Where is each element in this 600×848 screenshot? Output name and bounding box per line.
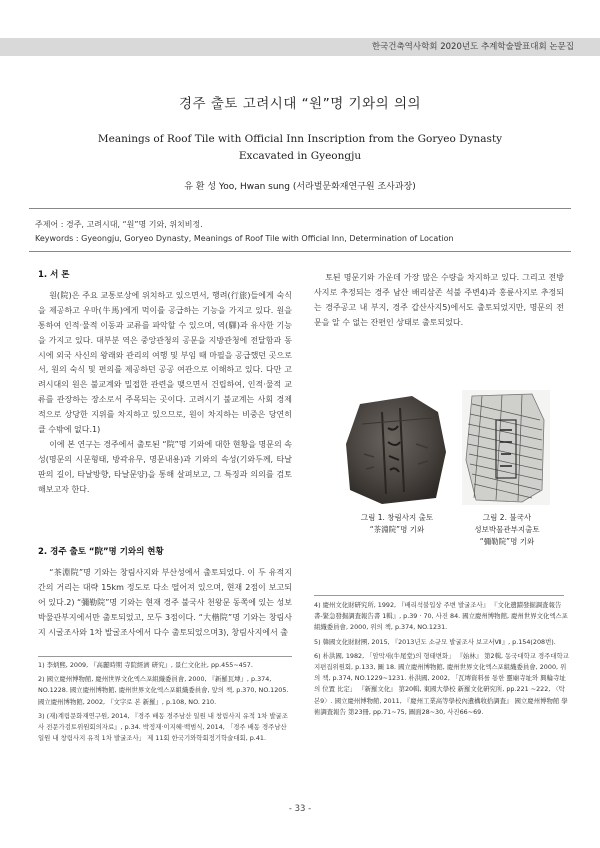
figure-1-caption-line2: “茶淵院”명 기와 — [369, 525, 425, 534]
footnote-1: 1) 李炳熙, 2009, 『高麗時期 寺院經濟 硏究』, 景仁文化社, pp.455~457. — [38, 661, 253, 669]
figure-2-caption-line3: “彌勒院”명 기와 — [479, 537, 535, 546]
footnote-2: 2) 國立慶州博物館, 慶州世界文化엑스포組織委員會, 2000, 『新羅瓦塼』, p.374, NO.1228. 國立慶州博物館, 慶州世界文化엑스포組織委員會, 앞의 책, p.370, NO.1205. 國立慶州博物館, 2002, 『文字로 본 新羅』, p.108, NO. 210. — [38, 675, 289, 706]
figure-2-caption — [452, 512, 562, 548]
footnotes-left — [38, 660, 294, 747]
keywords-top-rule — [29, 208, 571, 209]
keywords-bottom-rule — [29, 251, 571, 252]
intro-paragraph-1: 원(院)은 주요 교통로상에 위치하고 있으면서, 행려(行旅)들에게 숙식을 제공하고 우마(牛馬)에게 먹이를 공급하는 기능을 가지고 있다. 원을 통하여 인적·물적 이동과 교류를 파악할 수 있으며, 역(驛)과 유사한 기능을 가지고 있다. 대부분 역은 중앙관청의 공문을 지방관청에 전달함과 동시에 외국 사신의 왕래와 관리의 여행 및 부임 때 마필을 공급했던 곳으로서, 원의 숙식 및 편의를 제공하던 공공 여관으로 이해하고 있다. 다만 고려시대의 원은 불교계와 밀접한 관련을 맺으면서 건립하여, 인적·물적 교류를 관장하는 장소로서 주목되는 곳이다. 고려시기 불교계는 사회 경제적으로 상당한 지위를 차지하고 있으므로, 원이 차지하는 비중은 당연히 클 수밖에 없다.1) — [38, 290, 292, 435]
right-column — [314, 271, 564, 331]
english-title-line2: Excavated in Gyeongju — [238, 150, 362, 162]
paper-title-english — [0, 131, 600, 165]
figure-1-roof-tile-photo — [342, 394, 450, 506]
intro-paragraph-2: 이에 본 연구는 경주에서 출토된 “院”명 기와에 대한 현황을 명문의 속성(명문의 시문형태, 방곽유무, 명문내용)과 기와의 속성(기와두께, 타날판의 길이, 타날방향, 타날문양)을 통해 살펴보고, 그 특징과 의의를 검토해보고자 한다. — [38, 439, 292, 494]
intro-heading: 1. 서 론 — [38, 270, 70, 280]
figure-2-rubbing-image — [462, 390, 550, 505]
footnote-3: 3) (재)계림문화재연구원, 2014, 『경주 배동 경주남산 일원 내 창림사지 유적 1차 발굴조사 전문가검토위원회의자료』, p.34. 박정재·이지혜·백범식, 2014, 「경주 배동 경주남산 일원 내 창림사지 유적 1차 발굴조사」 제 11회 한국기와학회정기학술대회, p.41. — [38, 711, 288, 743]
figure-1-caption-line1: 그림 1. 창림사지 출토 — [360, 513, 434, 522]
footnote-4: 4) 慶州文化財硏究所, 1992, 『배리석불입상 주변 발굴조사』 『文化遺蹟發掘調査報告書-緊急發掘調査報告書 1輯』, p.39 · 70, 사진 84. 國立慶州博物館, 慶州世界文化엑스포組織委員會, 2000, 위의 책, p.374, NO.1231. — [314, 601, 568, 632]
figure-2-caption-line1: 그림 2. 불국사 — [482, 513, 532, 522]
journal-header: 한국건축역사학회 2020년도 추계학술발표대회 논문집 — [371, 42, 574, 52]
author-line: 유 환 성 Yoo, Hwan sung (서라벌문화재연구원 조사과장) — [184, 182, 416, 192]
page-number: - 33 - — [288, 804, 312, 814]
paper-title-korean: 경주 출토 고려시대 “원”명 기와의 의의 — [178, 96, 422, 112]
keywords-korean: 주제어 : 경주, 고려시대, “원”명 기와, 위치비정. — [35, 220, 203, 229]
figure-1-caption — [322, 512, 472, 536]
footnote-rule-left — [38, 656, 292, 657]
right-paragraph-1: 토된 명문기와 가운데 가장 많은 수량을 차지하고 있다. 그리고 전방사지로 추정되는 경주 남산 배리삼존 석불 주변4)과 홍륜사지로 추정되는 경주공고 내 부지, 경주 갑산사지5)에서도 출토되었지만, 명문의 전문을 알 수 없는 잔편인 상태로 출토되었다. — [314, 273, 564, 327]
footnotes-right — [314, 600, 570, 721]
keywords-english: Keywords : Gyeongju, Goryeo Dynasty, Meanings of Roof Tile with Official Inn, Determination of Location — [35, 234, 454, 243]
english-title-line1: Meanings of Roof Tile with Official Inn Inscription from the Goryeo Dynasty — [97, 133, 503, 145]
section-2-paragraph: “茶淵院”명 기와는 창림사지와 부산성에서 출토되었다. 이 두 유적지 간의 거리는 대략 15km 정도로 다소 떨어져 있으며, 현재 2점이 보고되어 있다.2) “彌勒院”명 기와는 현재 경주 불국사 천왕문 동쪽에 있는 성보박물관부지에서만 출토되었고, 모두 3점이다. “大楷院”명 기와는 창림사지 시굴조사와 1차 발굴조사에서 다수 출토되었으며3), 창림사지에서 출 — [38, 567, 292, 637]
left-column — [38, 268, 292, 498]
section-2-heading: 2. 경주 출토 “院”명 기와의 현황 — [38, 547, 164, 557]
figure-2-caption-line2: 성보박물관부지출토 — [474, 525, 540, 534]
footnote-rule-right — [314, 595, 564, 596]
footnote-6: 6) 朴洪國, 1982, 「암막새(牛尾堂)의 형태변화」 『始林』 第2輯, 동국대학교 경주대학교지편집위원회, p.133, 圖 18. 國立慶州博物館, 慶州世界文化엑스포組織委員會, 2000, 위의 책, p.374, NO.1229~1231. 朴洪國, 2002, 「瓦塼資料를 통한 靈廟寺址와 興輪寺址의 位置 比定」 『新羅文化』 第20輯, 東國大學校 新羅文化硏究所, pp.221 ~222, 〈탁본9〉. 國立慶州博物館, 2011, 『慶州工業高等學校內遺構收拾調査』 國立慶州博物館 學術調査報告 第23冊, pp.71~75, 圖面28~30, 사진66~69. — [314, 651, 569, 716]
section-2 — [38, 545, 292, 640]
footnote-5: 5) 韓國文化財財團, 2015, 『2013년도 소규모 발굴조사 보고서Ⅶ』, p.154(208번). — [314, 637, 556, 646]
